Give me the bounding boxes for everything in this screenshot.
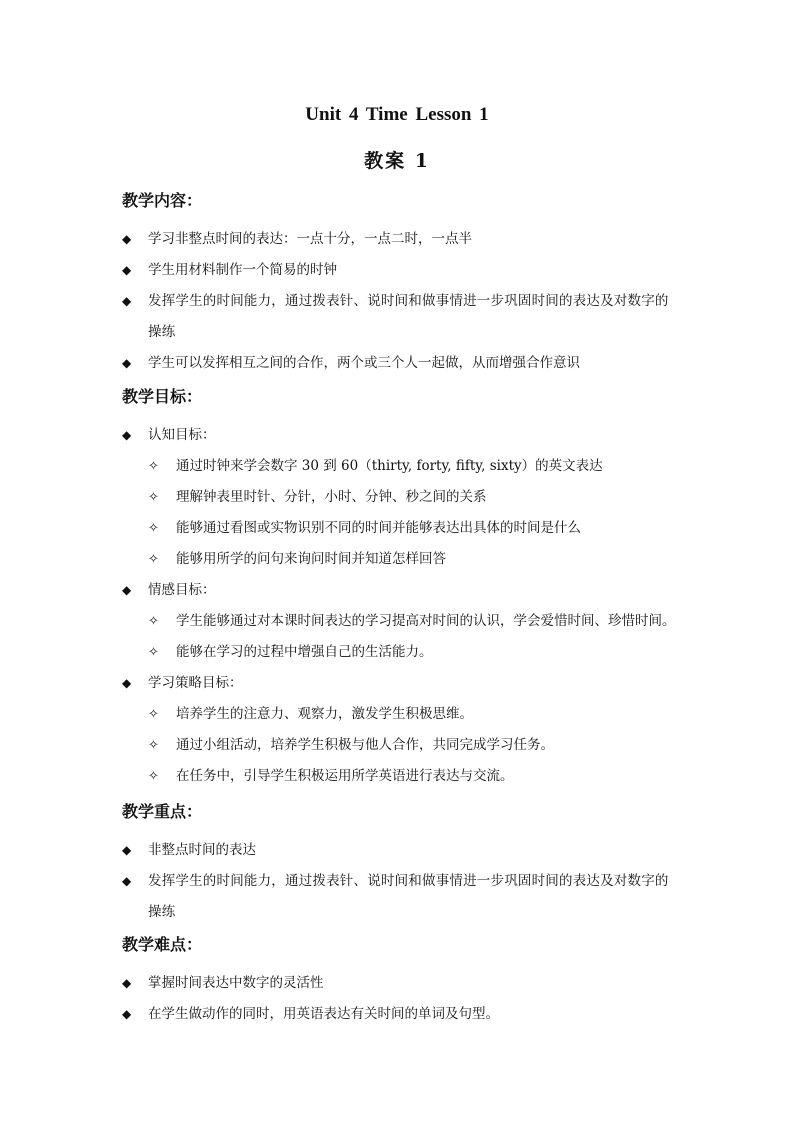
goal-group-label: ◆ 认知目标： [122,420,682,451]
list-item: ◆ 掌握时间表达中数字的灵活性 [122,968,682,999]
diamond-bullet-icon: ◆ [122,1007,132,1021]
list-item: ◆ 非整点时间的表达 [122,835,682,866]
section-heading-difficulties: 教学难点： [122,935,203,954]
goal-group-label: ◆ 情感目标： [122,575,682,606]
list-item: ✧ 理解钟表里时针、分针，小时、分钟、秒之间的关系 [122,482,682,513]
list-item: ◆ 学习非整点时间的表达：一点十分，一点二时，一点半 [122,224,682,255]
document-title: Unit 4 Time Lesson 1 [305,104,489,125]
list-item: ✧ 在任务中，引导学生积极运用所学英语进行表达与交流。 [122,761,682,792]
diamond-bullet-icon: ◆ [122,843,132,857]
diamond-bullet-icon: ◆ [122,356,132,370]
list-item: ◆ 学生可以发挥相互之间的合作，两个或三个人一起做，从而增强合作意识 [122,348,682,379]
section-goals [122,386,682,792]
section-heading-key-points: 教学重点： [122,802,203,821]
document-subtitle: 教案 1 [364,150,430,172]
list-item: ✧ 学生能够通过对本课时间表达的学习提高对时间的认识，学会爱惜时间、珍惜时间。 [122,606,682,637]
star-bullet-icon: ✧ [148,490,159,505]
list-item: ◆ 学生用材料制作一个简易的时钟 [122,255,682,286]
list-item: ✧ 通过时钟来学会数字 30 到 60（thirty, forty, fifty, sixty）的英文表达 [122,451,682,482]
list-item: ◆ 发挥学生的时间能力，通过拨表针、说时间和做事情进一步巩固时间的表达及对数字的操练 [122,866,682,928]
list-item: ✧ 培养学生的注意力、观察力，激发学生积极思维。 [122,699,682,730]
star-bullet-icon: ✧ [148,552,159,567]
diamond-bullet-icon: ◆ [122,294,132,308]
star-bullet-icon: ✧ [148,738,159,753]
list-item: ✧ 能够在学习的过程中增强自己的生活能力。 [122,637,682,668]
diamond-bullet-icon: ◆ [122,263,132,277]
section-key-points [122,801,682,928]
list-item: ◆ 发挥学生的时间能力，通过拨表针、说时间和做事情进一步巩固时间的表达及对数字的操练 [122,286,682,348]
diamond-bullet-icon: ◆ [122,976,132,990]
diamond-bullet-icon: ◆ [122,428,132,442]
section-heading-goals: 教学目标： [122,387,203,406]
goal-group-label: ◆ 学习策略目标： [122,668,682,699]
star-bullet-icon: ✧ [148,645,159,660]
list-item: ✧ 能够用所学的问句来询问时间并知道怎样回答 [122,544,682,575]
star-bullet-icon: ✧ [148,521,159,536]
list-item: ◆ 在学生做动作的同时，用英语表达有关时间的单词及句型。 [122,999,682,1030]
section-difficulties [122,934,682,1030]
star-bullet-icon: ✧ [148,707,159,722]
list-item: ✧ 能够通过看图或实物识别不同的时间并能够表达出具体的时间是什么 [122,513,682,544]
diamond-bullet-icon: ◆ [122,232,132,246]
diamond-bullet-icon: ◆ [122,874,132,888]
diamond-bullet-icon: ◆ [122,676,132,690]
star-bullet-icon: ✧ [148,459,159,474]
section-content [122,190,682,379]
list-item: ✧ 通过小组活动，培养学生积极与他人合作，共同完成学习任务。 [122,730,682,761]
diamond-bullet-icon: ◆ [122,583,132,597]
star-bullet-icon: ✧ [148,769,159,784]
section-heading-content: 教学内容： [122,191,203,210]
star-bullet-icon: ✧ [148,614,159,629]
